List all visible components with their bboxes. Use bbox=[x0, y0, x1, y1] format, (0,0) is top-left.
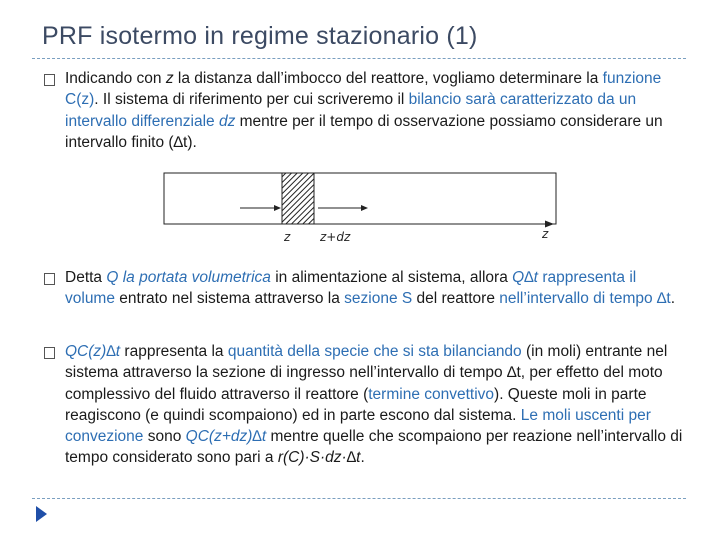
bullet-2-text: Detta Q la portata volumetrica in alimentazione al sistema, allora Q∆t rappresenta il volume entrato nel sistema attraverso la sezione S del reattore nell’intervallo di tempo ∆t. bbox=[65, 269, 676, 308]
bullet-3-text: QC(z)∆t rappresenta la quantità della specie che si sta bilanciando (in moli) entrante nel sistema attraverso la sezione di ingresso nell’intervallo di tempo ∆t, per effetto del moto complessivo del fluido attraverso il reattore (termine convettivo). Queste moli in parte reagiscono (e quindi scompaiono) ed in parte escono dal sistema. Le moli uscenti per convezione sono QC(z+dz)∆t mentre quelle che scompaiono per reazione nell’intervallo di tempo considerato sono pari a r(C)·S·dz·∆t. bbox=[65, 343, 683, 467]
top-divider bbox=[32, 58, 686, 59]
bullet-marker bbox=[44, 347, 55, 359]
bullet-marker bbox=[44, 74, 55, 86]
bottom-divider bbox=[32, 498, 686, 499]
label-z-plus-dz: z+dz bbox=[320, 230, 351, 244]
axis-label-z: z bbox=[542, 227, 549, 241]
reactor-tube bbox=[164, 173, 556, 224]
bullet-marker bbox=[44, 273, 55, 285]
bullet-1-text: Indicando con z la distanza dall’imbocco del reattore, vogliamo determinare la funzione C(z). Il sistema di riferimento per cui scriveremo il bilancio sarà caratterizzato da un intervallo differenziale dz mentre per il tempo di osservazione possiamo considerare un intervallo finito (∆t). bbox=[65, 70, 663, 151]
next-slide-arrow-icon[interactable] bbox=[36, 506, 47, 522]
label-z: z bbox=[284, 230, 291, 244]
differential-slice bbox=[282, 173, 314, 224]
slide-title: PRF isotermo in regime stazionario (1) bbox=[42, 22, 478, 50]
